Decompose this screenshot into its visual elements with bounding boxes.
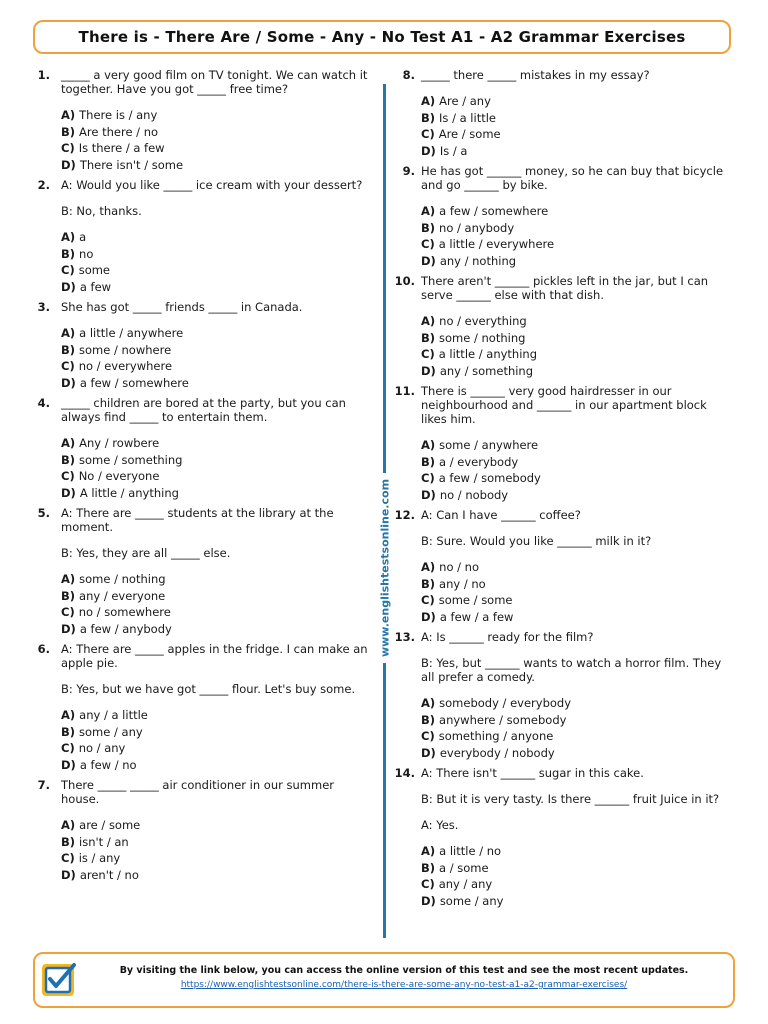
- question-text: A: Would you like _____ ice cream with your dessert?: [61, 178, 363, 192]
- answer-option[interactable]: [61, 124, 372, 141]
- questions-left-column: [36, 68, 372, 888]
- answer-option[interactable]: [421, 843, 732, 860]
- option-letter: B): [61, 246, 76, 261]
- question-number: 11.: [394, 384, 415, 398]
- option-text: any / no: [439, 576, 486, 591]
- option-letter: A): [421, 560, 436, 574]
- option-text: any / nothing: [439, 253, 517, 268]
- answer-option[interactable]: [61, 140, 372, 157]
- question-number: 5.: [37, 506, 50, 520]
- answer-option[interactable]: [421, 609, 732, 626]
- option-text: Are / some: [438, 127, 501, 141]
- answer-option[interactable]: [61, 707, 372, 724]
- answer-option[interactable]: [421, 437, 732, 454]
- footer-link[interactable]: https://www.englishtestsonline.com/there-is-there-are-some-any-no-test-a1-a2-grammar-exercises/: [180, 980, 628, 990]
- option-text: Are / any: [439, 94, 491, 108]
- checkbox-icon: [41, 961, 77, 997]
- answer-option[interactable]: [61, 740, 372, 757]
- answer-option[interactable]: [421, 253, 732, 270]
- option-text: any / any: [438, 877, 493, 891]
- question-number: 3.: [37, 300, 50, 314]
- question-number: 2.: [37, 178, 50, 192]
- option-letter: A): [61, 230, 76, 244]
- option-letter: D): [421, 363, 436, 378]
- option-letter: C): [421, 127, 435, 141]
- answer-option[interactable]: [61, 325, 372, 342]
- question: [36, 396, 372, 501]
- option-text: No / everyone: [78, 469, 160, 483]
- option-letter: C): [61, 263, 75, 277]
- option-letter: D): [421, 143, 436, 158]
- question-text: A: Can I have ______ coffee?: [421, 508, 581, 522]
- option-letter: B): [421, 330, 436, 345]
- answer-option[interactable]: [61, 375, 372, 392]
- option-letter: C): [421, 347, 435, 361]
- option-text: no / everything: [439, 314, 527, 328]
- answer-option[interactable]: [61, 817, 372, 834]
- question-text: A: Yes.: [421, 818, 459, 832]
- answer-option[interactable]: [61, 867, 372, 884]
- option-letter: C): [421, 877, 435, 891]
- question-text: B: Yes, they are all _____ else.: [61, 546, 231, 560]
- question: [36, 506, 372, 637]
- option-letter: C): [421, 237, 435, 251]
- answer-option[interactable]: [421, 745, 732, 762]
- option-text: somebody / everybody: [439, 696, 572, 710]
- option-text: some / nothing: [79, 572, 166, 586]
- answer-option[interactable]: [61, 468, 372, 485]
- question-number: 4.: [37, 396, 50, 410]
- option-letter: B): [421, 454, 436, 469]
- option-letter: C): [421, 471, 435, 485]
- option-text: no / everywhere: [78, 359, 173, 373]
- answer-option[interactable]: [61, 157, 372, 174]
- option-text: no / no: [439, 560, 479, 574]
- answer-option[interactable]: [421, 860, 732, 877]
- question: [36, 300, 372, 391]
- site-watermark: [375, 478, 395, 658]
- option-text: any / everyone: [79, 588, 166, 603]
- question: [36, 178, 372, 295]
- answer-option[interactable]: [421, 487, 732, 504]
- question-number: 13.: [394, 630, 415, 644]
- question: [396, 68, 732, 159]
- answer-options: [421, 313, 732, 379]
- option-text: a few / anybody: [79, 621, 172, 636]
- question-text: A: There are _____ students at the library at the moment.: [61, 506, 334, 534]
- question-text: There aren't ______ pickles left in the jar, but I can serve ______ else with that dish.: [421, 274, 709, 302]
- option-text: There is / any: [79, 108, 158, 122]
- footer-text: By visiting the link below, you can access the online version of this test and see the most recent updates.: [119, 965, 689, 976]
- answer-options: [61, 435, 372, 501]
- question-text: _____ a very good film on TV tonight. We can watch it together. Have you got _____ free time?: [61, 68, 368, 96]
- answer-option[interactable]: [421, 592, 732, 609]
- option-letter: D): [421, 253, 436, 268]
- question-text: B: Sure. Would you like ______ milk in it?: [421, 534, 652, 548]
- option-letter: C): [61, 741, 75, 755]
- answer-option[interactable]: [421, 313, 732, 330]
- option-letter: B): [61, 834, 76, 849]
- answer-options: [61, 229, 372, 295]
- option-text: are / some: [79, 818, 141, 832]
- question: [396, 384, 732, 503]
- answer-option[interactable]: [421, 893, 732, 910]
- answer-option[interactable]: [61, 358, 372, 375]
- answer-option[interactable]: [61, 229, 372, 246]
- option-letter: A): [421, 844, 436, 858]
- answer-option[interactable]: [61, 452, 372, 469]
- answer-option[interactable]: [61, 435, 372, 452]
- question-text: She has got _____ friends _____ in Canada.: [61, 300, 303, 314]
- option-letter: D): [61, 757, 76, 772]
- question-number: 9.: [402, 164, 415, 178]
- answer-option[interactable]: [421, 143, 732, 160]
- option-letter: C): [61, 851, 75, 865]
- answer-options: [61, 817, 372, 883]
- answer-option[interactable]: [421, 236, 732, 253]
- option-letter: A): [421, 696, 436, 710]
- answer-option[interactable]: [421, 695, 732, 712]
- option-letter: A): [61, 708, 76, 722]
- option-letter: B): [421, 860, 436, 875]
- page-title: There is - There Are / Some - Any - No Test A1 - A2 Grammar Exercises: [33, 20, 731, 54]
- option-letter: A): [61, 326, 76, 340]
- option-text: no / any: [78, 741, 126, 755]
- option-text: some: [78, 263, 111, 277]
- question-text: _____ there _____ mistakes in my essay?: [421, 68, 650, 82]
- question: [396, 630, 732, 761]
- question-number: 10.: [394, 274, 415, 288]
- answer-option[interactable]: [421, 126, 732, 143]
- question: [36, 68, 372, 173]
- answer-option[interactable]: [61, 757, 372, 774]
- option-letter: C): [61, 359, 75, 373]
- option-letter: C): [421, 729, 435, 743]
- option-text: Is there / a few: [78, 141, 165, 155]
- option-text: a few / somebody: [438, 471, 541, 485]
- answer-option[interactable]: [61, 588, 372, 605]
- answer-option[interactable]: [421, 203, 732, 220]
- option-letter: B): [61, 124, 76, 139]
- option-letter: C): [61, 141, 75, 155]
- option-letter: B): [61, 452, 76, 467]
- answer-option[interactable]: [421, 220, 732, 237]
- question: [396, 508, 732, 625]
- option-text: Is / a little: [439, 110, 496, 125]
- option-letter: B): [421, 712, 436, 727]
- option-text: is / any: [78, 851, 121, 865]
- answer-options: [421, 203, 732, 269]
- answer-option[interactable]: [61, 485, 372, 502]
- answer-option[interactable]: [421, 93, 732, 110]
- option-letter: C): [61, 605, 75, 619]
- answer-option[interactable]: [421, 470, 732, 487]
- question: [36, 778, 372, 883]
- question-number: 8.: [402, 68, 415, 82]
- option-letter: D): [61, 157, 76, 172]
- answer-option[interactable]: [421, 576, 732, 593]
- question: [396, 766, 732, 909]
- answer-option[interactable]: [61, 107, 372, 124]
- option-text: some / nowhere: [79, 342, 172, 357]
- answer-options: [61, 107, 372, 173]
- option-text: something / anyone: [438, 729, 554, 743]
- answer-option[interactable]: [61, 342, 372, 359]
- option-text: There isn't / some: [79, 157, 184, 172]
- question-number: 14.: [394, 766, 415, 780]
- answer-option[interactable]: [61, 724, 372, 741]
- option-letter: A): [421, 204, 436, 218]
- answer-option[interactable]: [61, 571, 372, 588]
- option-text: no: [79, 246, 94, 261]
- answer-option[interactable]: [421, 712, 732, 729]
- option-text: a: [79, 230, 87, 244]
- option-text: a little / anything: [438, 347, 537, 361]
- site-watermark-text: www.englishtestsonline.com: [379, 473, 392, 663]
- option-letter: D): [61, 375, 76, 390]
- option-letter: A): [61, 572, 76, 586]
- question-number: 12.: [394, 508, 415, 522]
- option-letter: D): [61, 867, 76, 882]
- option-text: aren't / no: [79, 867, 139, 882]
- option-letter: A): [421, 438, 436, 452]
- option-text: any / something: [439, 363, 534, 378]
- option-text: no / somewhere: [78, 605, 171, 619]
- option-letter: B): [421, 110, 436, 125]
- answer-option[interactable]: [421, 876, 732, 893]
- option-text: some / anywhere: [439, 438, 539, 452]
- option-text: everybody / nobody: [439, 745, 555, 760]
- option-text: isn't / an: [79, 834, 129, 849]
- option-text: a little / no: [439, 844, 502, 858]
- question-text: _____ children are bored at the party, but you can always find _____ to entertain them.: [61, 396, 346, 424]
- option-letter: D): [61, 279, 76, 294]
- option-text: a few / somewhere: [439, 204, 549, 218]
- option-text: no / anybody: [439, 220, 515, 235]
- option-text: a few / no: [79, 757, 137, 772]
- question-number: 7.: [37, 778, 50, 792]
- answer-options: [421, 437, 732, 503]
- option-text: Is / a: [439, 143, 468, 158]
- question-text: B: Yes, but ______ wants to watch a horror film. They all prefer a comedy.: [421, 656, 722, 684]
- option-letter: D): [421, 609, 436, 624]
- option-text: A little / anything: [79, 485, 179, 500]
- option-text: a / everybody: [439, 454, 519, 469]
- answer-option[interactable]: [421, 363, 732, 380]
- answer-options: [61, 325, 372, 391]
- answer-option[interactable]: [421, 110, 732, 127]
- answer-option[interactable]: [61, 834, 372, 851]
- option-text: some / something: [79, 452, 183, 467]
- answer-options: [421, 559, 732, 625]
- question-text: A: There isn't ______ sugar in this cake.: [421, 766, 644, 780]
- question-text: B: No, thanks.: [61, 204, 142, 218]
- option-text: any / a little: [79, 708, 148, 722]
- answer-option[interactable]: [421, 330, 732, 347]
- footer-box: [33, 952, 735, 1008]
- question: [36, 642, 372, 773]
- question-text: There is ______ very good hairdresser in our neighbourhood and ______ in our apartment block likes him.: [421, 384, 707, 426]
- option-letter: D): [61, 485, 76, 500]
- option-text: a / some: [439, 860, 489, 875]
- question-number: 1.: [37, 68, 50, 82]
- answer-option[interactable]: [421, 454, 732, 471]
- question-text: A: There are _____ apples in the fridge. I can make an apple pie.: [61, 642, 368, 670]
- option-letter: B): [421, 220, 436, 235]
- answer-option[interactable]: [421, 346, 732, 363]
- option-letter: C): [421, 593, 435, 607]
- question-text: A: Is ______ ready for the film?: [421, 630, 594, 644]
- answer-option[interactable]: [61, 604, 372, 621]
- option-letter: A): [61, 108, 76, 122]
- option-letter: C): [61, 469, 75, 483]
- option-text: some / any: [79, 724, 143, 739]
- question: [396, 274, 732, 379]
- answer-options: [61, 707, 372, 773]
- option-text: a few / somewhere: [79, 375, 189, 390]
- option-letter: A): [61, 818, 76, 832]
- option-letter: D): [421, 745, 436, 760]
- question-text: B: But it is very tasty. Is there ______ fruit Juice in it?: [421, 792, 720, 806]
- answer-options: [421, 695, 732, 761]
- option-text: a little / anywhere: [79, 326, 184, 340]
- option-text: Are there / no: [79, 124, 159, 139]
- option-letter: B): [61, 724, 76, 739]
- questions-right-column: [396, 68, 732, 914]
- question-text: He has got ______ money, so he can buy that bicycle and go ______ by bike.: [421, 164, 724, 192]
- option-text: Any / rowbere: [79, 436, 160, 450]
- answer-option[interactable]: [61, 850, 372, 867]
- answer-option[interactable]: [61, 246, 372, 263]
- option-letter: B): [61, 588, 76, 603]
- answer-options: [421, 843, 732, 909]
- answer-option[interactable]: [61, 279, 372, 296]
- option-text: no / nobody: [439, 487, 509, 502]
- option-text: a few: [79, 279, 112, 294]
- option-letter: B): [421, 576, 436, 591]
- option-letter: A): [421, 94, 436, 108]
- answer-options: [421, 93, 732, 159]
- option-letter: B): [61, 342, 76, 357]
- option-letter: A): [61, 436, 76, 450]
- option-text: some / any: [439, 893, 504, 908]
- option-letter: D): [421, 893, 436, 908]
- option-text: a little / everywhere: [438, 237, 555, 251]
- option-letter: D): [61, 621, 76, 636]
- option-text: a few / a few: [439, 609, 514, 624]
- question-text: There _____ _____ air conditioner in our summer house.: [61, 778, 334, 806]
- option-text: some / some: [438, 593, 513, 607]
- answer-option[interactable]: [61, 621, 372, 638]
- answer-option[interactable]: [61, 262, 372, 279]
- option-text: anywhere / somebody: [439, 712, 567, 727]
- option-text: some / nothing: [439, 330, 526, 345]
- option-letter: A): [421, 314, 436, 328]
- answer-options: [61, 571, 372, 637]
- answer-option[interactable]: [421, 559, 732, 576]
- question-text: B: Yes, but we have got _____ flour. Let's buy some.: [61, 682, 356, 696]
- option-letter: D): [421, 487, 436, 502]
- question: [396, 164, 732, 269]
- question-number: 6.: [37, 642, 50, 656]
- answer-option[interactable]: [421, 728, 732, 745]
